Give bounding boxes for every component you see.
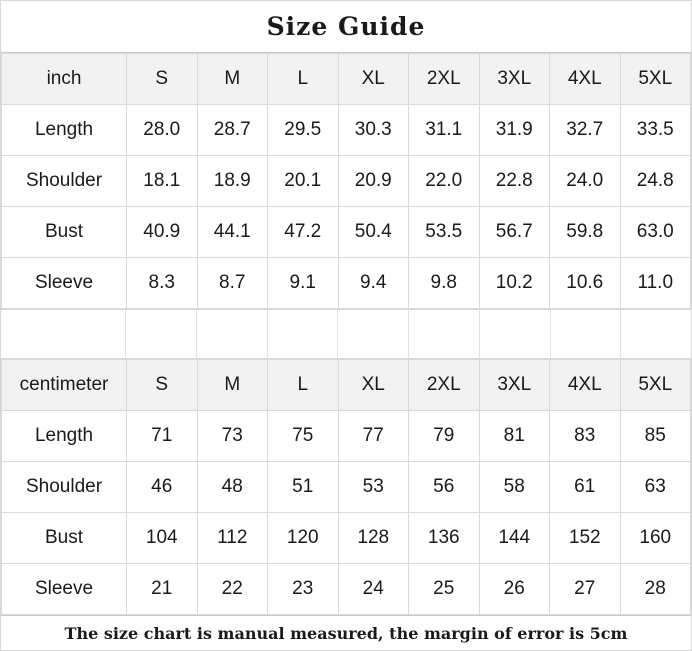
table-cell: 28 xyxy=(620,564,691,615)
separator-cell xyxy=(338,309,409,359)
table-cell: 75 xyxy=(268,411,339,462)
row-label: Shoulder xyxy=(2,462,127,513)
column-header: 4XL xyxy=(550,54,621,105)
column-header: L xyxy=(268,54,339,105)
table-cell: 9.4 xyxy=(338,258,409,309)
separator-cell xyxy=(126,309,197,359)
table-cell: 63.0 xyxy=(620,207,691,258)
table-cell: 81 xyxy=(479,411,550,462)
table-cell: 71 xyxy=(127,411,198,462)
table-cell: 83 xyxy=(550,411,621,462)
table-cell: 22.0 xyxy=(409,156,480,207)
table-cell: 56.7 xyxy=(479,207,550,258)
column-header: S xyxy=(127,54,198,105)
table-cell: 160 xyxy=(620,513,691,564)
column-header: 5XL xyxy=(620,360,691,411)
separator-cell xyxy=(621,309,691,359)
row-label: Length xyxy=(2,105,127,156)
table-cell: 24.0 xyxy=(550,156,621,207)
table-cell: 79 xyxy=(409,411,480,462)
table-cell: 24 xyxy=(338,564,409,615)
table-cell: 61 xyxy=(550,462,621,513)
table-row xyxy=(2,564,691,615)
table-row xyxy=(2,462,691,513)
table-cell: 28.7 xyxy=(197,105,268,156)
table-cell: 53.5 xyxy=(409,207,480,258)
table-row xyxy=(2,513,691,564)
separator-cell xyxy=(197,309,268,359)
table-cell: 50.4 xyxy=(338,207,409,258)
separator-cell xyxy=(268,309,339,359)
table-row xyxy=(2,411,691,462)
table-cell: 10.6 xyxy=(550,258,621,309)
row-label: Length xyxy=(2,411,127,462)
column-header: 2XL xyxy=(409,54,480,105)
table-cell: 22 xyxy=(197,564,268,615)
page-title: Size Guide xyxy=(1,1,691,53)
table-cell: 28.0 xyxy=(127,105,198,156)
table-cell: 18.9 xyxy=(197,156,268,207)
column-header: M xyxy=(197,54,268,105)
separator-cell xyxy=(480,309,551,359)
table-cell: 56 xyxy=(409,462,480,513)
table-cell: 31.9 xyxy=(479,105,550,156)
table-separator xyxy=(1,309,691,359)
table-header-row xyxy=(2,54,691,105)
table-cell: 18.1 xyxy=(127,156,198,207)
table-cell: 8.3 xyxy=(127,258,198,309)
table-cell: 9.8 xyxy=(409,258,480,309)
column-header: 5XL xyxy=(620,54,691,105)
table-cell: 11.0 xyxy=(620,258,691,309)
table-cell: 23 xyxy=(268,564,339,615)
table-cell: 144 xyxy=(479,513,550,564)
table-cell: 24.8 xyxy=(620,156,691,207)
table-cell: 152 xyxy=(550,513,621,564)
row-label: Bust xyxy=(2,513,127,564)
column-header: 2XL xyxy=(409,360,480,411)
table-cell: 26 xyxy=(479,564,550,615)
table-row xyxy=(2,156,691,207)
table-cell: 44.1 xyxy=(197,207,268,258)
row-label: Bust xyxy=(2,207,127,258)
table-cell: 22.8 xyxy=(479,156,550,207)
measurement-note: The size chart is manual measured, the margin of error is 5cm xyxy=(1,615,691,650)
table-cell: 47.2 xyxy=(268,207,339,258)
table-cell: 136 xyxy=(409,513,480,564)
table-cell: 9.1 xyxy=(268,258,339,309)
table-cell: 51 xyxy=(268,462,339,513)
unit-label-inch: inch xyxy=(2,54,127,105)
column-header: 3XL xyxy=(479,54,550,105)
size-table-centimeter xyxy=(1,359,691,615)
table-row xyxy=(2,105,691,156)
column-header: XL xyxy=(338,54,409,105)
table-cell: 31.1 xyxy=(409,105,480,156)
table-cell: 40.9 xyxy=(127,207,198,258)
table-cell: 85 xyxy=(620,411,691,462)
row-label: Sleeve xyxy=(2,258,127,309)
table-cell: 63 xyxy=(620,462,691,513)
row-label: Sleeve xyxy=(2,564,127,615)
table-cell: 20.1 xyxy=(268,156,339,207)
table-cell: 29.5 xyxy=(268,105,339,156)
column-header: 3XL xyxy=(479,360,550,411)
column-header: L xyxy=(268,360,339,411)
table-cell: 25 xyxy=(409,564,480,615)
table-cell: 32.7 xyxy=(550,105,621,156)
table-cell: 58 xyxy=(479,462,550,513)
row-label: Shoulder xyxy=(2,156,127,207)
table-cell: 21 xyxy=(127,564,198,615)
table-cell: 112 xyxy=(197,513,268,564)
table-cell: 27 xyxy=(550,564,621,615)
table-cell: 33.5 xyxy=(620,105,691,156)
table-cell: 53 xyxy=(338,462,409,513)
table-cell: 30.3 xyxy=(338,105,409,156)
separator-cell xyxy=(551,309,622,359)
column-header: XL xyxy=(338,360,409,411)
table-cell: 128 xyxy=(338,513,409,564)
table-cell: 10.2 xyxy=(479,258,550,309)
size-table-inch xyxy=(1,53,691,309)
table-cell: 8.7 xyxy=(197,258,268,309)
table-cell: 48 xyxy=(197,462,268,513)
table-row xyxy=(2,207,691,258)
table-cell: 73 xyxy=(197,411,268,462)
table-cell: 104 xyxy=(127,513,198,564)
table-cell: 46 xyxy=(127,462,198,513)
table-cell: 59.8 xyxy=(550,207,621,258)
column-header: 4XL xyxy=(550,360,621,411)
column-header: S xyxy=(127,360,198,411)
table-header-row xyxy=(2,360,691,411)
table-cell: 20.9 xyxy=(338,156,409,207)
table-row xyxy=(2,258,691,309)
column-header: M xyxy=(197,360,268,411)
separator-cell xyxy=(1,309,126,359)
table-cell: 120 xyxy=(268,513,339,564)
table-cell: 77 xyxy=(338,411,409,462)
unit-label-centimeter: centimeter xyxy=(2,360,127,411)
separator-cell xyxy=(409,309,480,359)
